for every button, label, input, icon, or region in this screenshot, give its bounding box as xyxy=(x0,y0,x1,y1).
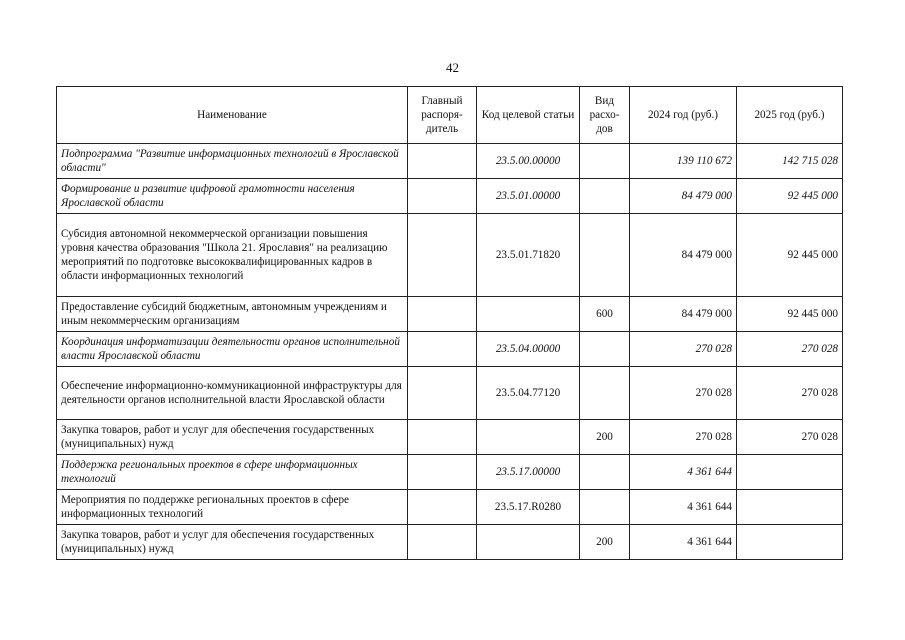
row-2024: 4 361 644 xyxy=(630,490,737,525)
row-grbs xyxy=(408,179,477,214)
table-row xyxy=(57,214,843,297)
row-grbs xyxy=(408,367,477,420)
row-2024: 270 028 xyxy=(630,367,737,420)
row-code: 23.5.00.00000 xyxy=(477,144,580,179)
row-kind xyxy=(580,490,630,525)
row-code xyxy=(477,525,580,560)
header-grbs: Главный распоря-дитель xyxy=(408,87,477,144)
table-row xyxy=(57,455,843,490)
row-2024: 270 028 xyxy=(630,420,737,455)
row-kind: 200 xyxy=(580,525,630,560)
row-code xyxy=(477,420,580,455)
header-2025: 2025 год (руб.) xyxy=(737,87,843,144)
row-code xyxy=(477,297,580,332)
row-2025 xyxy=(737,455,843,490)
row-name: Закупка товаров, работ и услуг для обеспечения государственных (муниципальных) нужд xyxy=(57,420,408,455)
row-2024: 4 361 644 xyxy=(630,455,737,490)
row-code: 23.5.01.71820 xyxy=(477,214,580,297)
row-2025: 92 445 000 xyxy=(737,214,843,297)
table-row xyxy=(57,179,843,214)
row-2024: 139 110 672 xyxy=(630,144,737,179)
row-code: 23.5.17.R0280 xyxy=(477,490,580,525)
table-row xyxy=(57,332,843,367)
row-kind xyxy=(580,214,630,297)
table-row xyxy=(57,420,843,455)
table-row xyxy=(57,525,843,560)
row-name: Субсидия автономной некоммерческой организации повышения уровня качества образования "Школа 21. Ярославия" на реализацию мероприятий по подготовке высококвалифицированных кадров в области информационных технологий xyxy=(57,214,408,297)
row-code: 23.5.01.00000 xyxy=(477,179,580,214)
row-code: 23.5.04.77120 xyxy=(477,367,580,420)
row-grbs xyxy=(408,144,477,179)
row-grbs xyxy=(408,297,477,332)
row-2025: 142 715 028 xyxy=(737,144,843,179)
row-grbs xyxy=(408,332,477,367)
header-code: Код целевой статьи xyxy=(477,87,580,144)
header-name: Наименование xyxy=(57,87,408,144)
row-kind: 200 xyxy=(580,420,630,455)
header-2024: 2024 год (руб.) xyxy=(630,87,737,144)
row-name: Поддержка региональных проектов в сфере информационных технологий xyxy=(57,455,408,490)
row-grbs xyxy=(408,525,477,560)
page-number: 42 xyxy=(446,60,459,75)
row-grbs xyxy=(408,490,477,525)
table-row xyxy=(57,490,843,525)
row-name: Мероприятия по поддержке региональных проектов в сфере информационных технологий xyxy=(57,490,408,525)
row-2024: 270 028 xyxy=(630,332,737,367)
row-grbs xyxy=(408,214,477,297)
table-row xyxy=(57,297,843,332)
row-name: Подпрограмма "Развитие информационных технологий в Ярославской области" xyxy=(57,144,408,179)
row-2025: 270 028 xyxy=(737,332,843,367)
row-2025 xyxy=(737,525,843,560)
row-2024: 4 361 644 xyxy=(630,525,737,560)
row-2024: 84 479 000 xyxy=(630,214,737,297)
row-code: 23.5.04.00000 xyxy=(477,332,580,367)
row-2025: 270 028 xyxy=(737,367,843,420)
row-kind xyxy=(580,144,630,179)
budget-table xyxy=(56,86,843,560)
row-grbs xyxy=(408,455,477,490)
header-row xyxy=(57,87,843,144)
row-2025: 270 028 xyxy=(737,420,843,455)
row-kind: 600 xyxy=(580,297,630,332)
row-kind xyxy=(580,179,630,214)
row-kind xyxy=(580,367,630,420)
row-kind xyxy=(580,332,630,367)
row-name: Формирование и развитие цифровой грамотности населения Ярославской области xyxy=(57,179,408,214)
table-row xyxy=(57,144,843,179)
row-grbs xyxy=(408,420,477,455)
row-2024: 84 479 000 xyxy=(630,179,737,214)
row-2025 xyxy=(737,490,843,525)
row-2025: 92 445 000 xyxy=(737,179,843,214)
row-2025: 92 445 000 xyxy=(737,297,843,332)
row-name: Обеспечение информационно-коммуникационной инфраструктуры для деятельности органов исполнительной власти Ярославской области xyxy=(57,367,408,420)
row-code: 23.5.17.00000 xyxy=(477,455,580,490)
row-2024: 84 479 000 xyxy=(630,297,737,332)
row-name: Координация информатизации деятельности органов исполнительной власти Ярославской области xyxy=(57,332,408,367)
header-kind: Вид расхо-дов xyxy=(580,87,630,144)
row-kind xyxy=(580,455,630,490)
row-name: Предоставление субсидий бюджетным, автономным учреждениям и иным некоммерческим организациям xyxy=(57,297,408,332)
table-row xyxy=(57,367,843,420)
row-name: Закупка товаров, работ и услуг для обеспечения государственных (муниципальных) нужд xyxy=(57,525,408,560)
